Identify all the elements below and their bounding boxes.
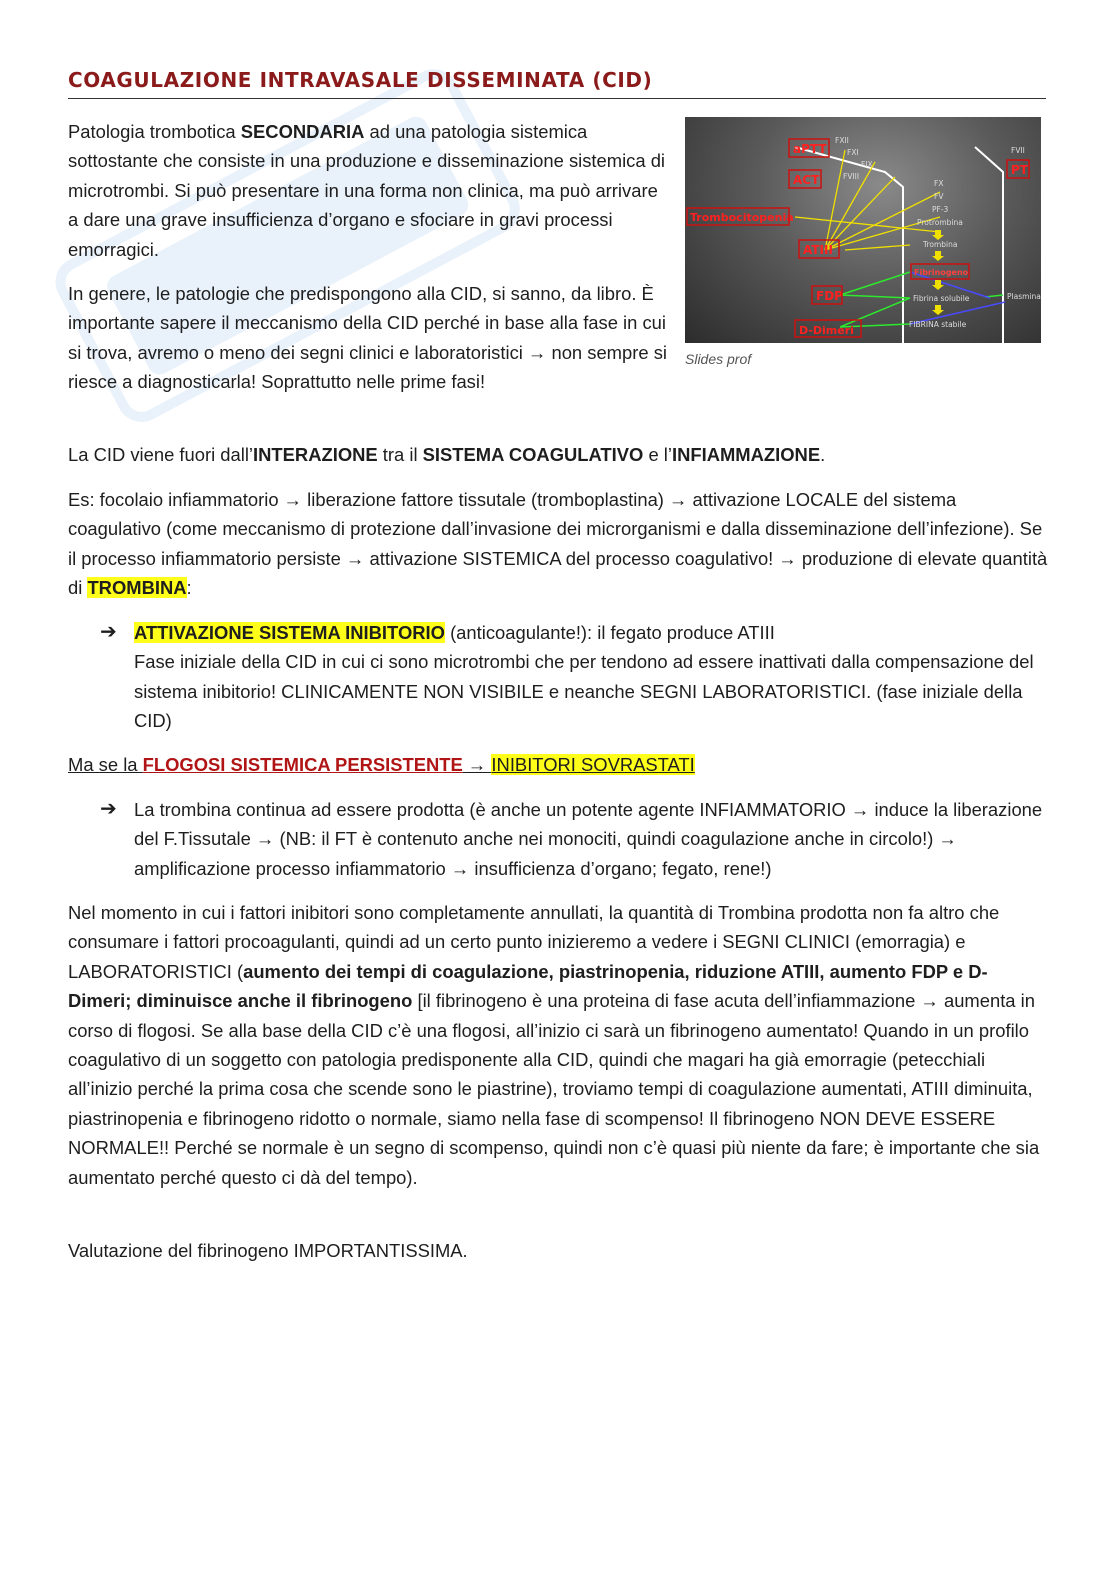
- label-fibrina-solubile: Fibrina solubile: [913, 294, 970, 303]
- label-atiii: ATIII: [803, 243, 833, 257]
- bullet-thrombin-production: La trombina continua ad essere prodotta (è anche un potente agente INFIAMMATORIO → induce la liberazione del F.Tissutale → (NB: il FT è contenuto anche nei monociti, quindi coagulazione anche in circolo!) → amplificazione processo infiammatorio → insufficienza d’organo; fegato, rene!): [134, 799, 1043, 879]
- coagulation-cascade-figure: [685, 117, 1041, 343]
- label-fviii: FVIII: [843, 172, 860, 181]
- label-act: ACT: [793, 173, 820, 187]
- label-protrombina: Protrombina: [917, 218, 963, 227]
- label-fibrinogeno: Fibrinogeno: [914, 268, 969, 277]
- decompensation-paragraph: Nel momento in cui i fattori inibitori sono completamente annullati, la quantità di Trombina prodotta non fa altro che consumare i fattori procoagulanti, quindi ad un certo punto inizieremo a vedere i SEGNI CLINICI (emorragia) e LABORATORISTICI (aumento dei tempi di coagulazione, piastrinopenia, riduzione ATIII, aumento FDP e D-Dimeri; diminuisce anche il fibrinogeno [il fibrinogeno è una proteina di fase acuta dell’infiammazione → aumenta in corso di flogosi. Se alla base della CID c’è una flogosi, all’inizio ci sarà un fibrinogeno aumentato! Quando in un profilo coagulativo di un soggetto con patologia predisponente alla CID, quindi che magari ha già emorragie (petecchiali all’inizio perché la prima cosa che scende sono le piastrine), troviamo tempi di coagulazione aumentati, ATIII diminuita, piastrinopenia e fibrinogeno ridotto o normale, siamo nella fase di scompenso! Il fibrinogeno NON DEVE ESSERE NORMALE!! Perché se normale è un segno di scompenso, quindi non c’è quasi più niente da fare; è importante che sia aumentato perché questo ci dà del tempo).: [68, 902, 1040, 1188]
- interaction-paragraph: La CID viene fuori dall’INTERAZIONE tra il SISTEMA COAGULATIVO e l’INFIAMMAZIONE.: [68, 444, 826, 465]
- label-fxi: FXI: [847, 148, 859, 157]
- intro-paragraph: Patologia trombotica SECONDARIA ad una patologia sistemica sottostante che consiste in una produzione e disseminazione sistemica di microtrombi. Si può presentare in una forma non clinica, ma può arrivare a dare una grave insufficienza d’organo e sfociare in gravi processi emorragici.: [68, 121, 666, 260]
- label-plasmina: Plasmina: [1007, 292, 1041, 301]
- label-fibrina-stabile: FIBRINA stabile: [909, 320, 967, 329]
- persistent-flogosis-line: Ma se la FLOGOSI SISTEMICA PERSISTENTE → INIBITORI SOVRASTATI: [68, 754, 695, 775]
- label-aptt: aPTT: [793, 142, 827, 156]
- label-pt: PT: [1011, 163, 1028, 177]
- label-fx: FX: [934, 179, 944, 188]
- bullet-inhibitory-system: ATTIVAZIONE SISTEMA INIBITORIO (anticoagulante!): il fegato produce ATIII Fase iniziale della CID in cui ci sono microtrombi che per tendono ad essere inattivati dalla compensazione del sistema inibitorio! CLINICAMENTE NON VISIBILE e neanche SEGNI LABORATORISTICI. (fase iniziale della CID): [134, 622, 1034, 732]
- label-trombina: Trombina: [923, 240, 958, 249]
- label-pf3: PF-3: [932, 205, 949, 214]
- page-title: COAGULAZIONE INTRAVASALE DISSEMINATA (CID): [68, 68, 1046, 99]
- predisposing-paragraph: In genere, le patologie che predispongono alla CID, si sanno, da libro. È importante sapere il meccanismo della CID perché in base alla fase in cui si trova, avremo o meno dei segni clinici e laboratoristici → non sempre si riesce a diagnosticarla! Soprattutto nelle prime fasi!: [68, 283, 667, 393]
- label-fv: FV: [934, 192, 944, 201]
- bullet-arrow-icon: ➔: [100, 798, 117, 820]
- label-fxii: FXII: [835, 136, 849, 145]
- label-trombocitopenia: Trombocitopenia: [690, 211, 794, 224]
- label-fvii: FVII: [1011, 146, 1025, 155]
- label-d-dimeri: D-Dimeri: [799, 324, 854, 337]
- label-fdp: FDP: [816, 289, 843, 303]
- bullet-arrow-icon: ➔: [100, 621, 117, 643]
- figure-caption: Slides prof: [685, 351, 752, 367]
- label-fix: FIX: [861, 160, 873, 169]
- example-paragraph: Es: focolaio infiammatorio → liberazione fattore tissutale (tromboplastina) → attivazione LOCALE del sistema coagulativo (come meccanismo di protezione dall’invasione dei microrganismi e dalla disseminazione dell’infezione). Se il processo infiammatorio persiste → attivazione SISTEMICA del processo coagulativo! → produzione di elevate quantità di TROMBINA:: [68, 489, 1048, 599]
- fibrinogen-evaluation-line: Valutazione del fibrinogeno IMPORTANTISSIMA.: [68, 1240, 468, 1261]
